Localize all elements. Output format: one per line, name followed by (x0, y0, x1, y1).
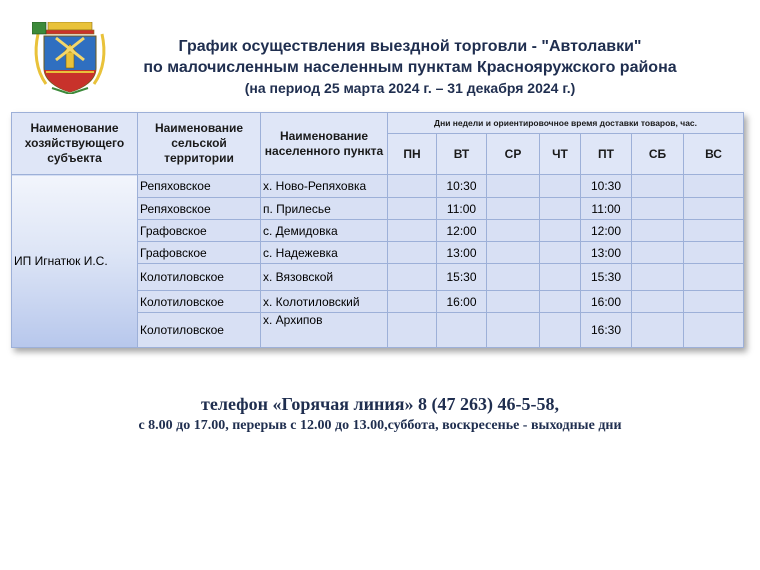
territory-cell: Колотиловское (138, 264, 261, 291)
territory-cell: Колотиловское (138, 313, 261, 348)
territory-cell: Графовское (138, 220, 261, 242)
title-period: (на период 25 марта 2024 г. – 31 декабря 2024 г.) (244, 80, 576, 96)
settlement-cell: х. Архипов (261, 313, 388, 348)
time-cell-tue (437, 313, 487, 348)
territory-cell: Репяховское (138, 198, 261, 220)
settlement-cell: х. Колотиловский (261, 291, 388, 313)
hotline-block (0, 393, 760, 437)
settlement-cell: с. Надежевка (261, 242, 388, 264)
time-cell-tue: 12:00 (437, 220, 487, 242)
time-cell-mon (388, 291, 437, 313)
header-day-fri: ПТ (581, 134, 632, 175)
time-cell-sat (632, 313, 684, 348)
time-cell-mon (388, 175, 437, 198)
header-territory: Наименование сельской территории (138, 113, 261, 175)
header-day-tue: ВТ (437, 134, 487, 175)
territory-cell: Репяховское (138, 175, 261, 198)
time-cell-thu (540, 291, 581, 313)
time-cell-sun (684, 291, 744, 313)
time-cell-tue: 15:30 (437, 264, 487, 291)
hotline-phone: телефон «Горячая линия» 8 (47 263) 46-5-58, (201, 394, 559, 414)
time-cell-thu (540, 242, 581, 264)
time-cell-sun (684, 198, 744, 220)
territory-cell: Графовское (138, 242, 261, 264)
time-cell-wed (487, 291, 540, 313)
coat-of-arms-icon (32, 22, 108, 94)
time-cell-sat (632, 220, 684, 242)
hotline-hours: с 8.00 до 17.00, перерыв с 12.00 до 13.00,суббота, воскресенье - выходные дни (138, 418, 622, 433)
time-cell-sat (632, 242, 684, 264)
page-title (100, 36, 720, 99)
time-cell-mon (388, 198, 437, 220)
time-cell-thu (540, 175, 581, 198)
entity-cell: ИП Игнатюк И.С. (12, 175, 138, 348)
time-cell-fri: 11:00 (581, 198, 632, 220)
time-cell-sun (684, 264, 744, 291)
time-cell-sat (632, 198, 684, 220)
time-cell-fri: 10:30 (581, 175, 632, 198)
settlement-cell: х. Вязовской (261, 264, 388, 291)
time-cell-mon (388, 220, 437, 242)
time-cell-wed (487, 242, 540, 264)
time-cell-wed (487, 175, 540, 198)
header-entity: Наименование хозяйствующего субъекта (12, 113, 138, 175)
header-day-sun: ВС (684, 134, 744, 175)
time-cell-tue: 11:00 (437, 198, 487, 220)
time-cell-sun (684, 313, 744, 348)
time-cell-fri: 13:00 (581, 242, 632, 264)
time-cell-tue: 16:00 (437, 291, 487, 313)
time-cell-thu (540, 313, 581, 348)
settlement-cell: х. Ново-Репяховка (261, 175, 388, 198)
time-cell-fri: 16:00 (581, 291, 632, 313)
time-cell-mon (388, 264, 437, 291)
schedule-table (11, 112, 744, 348)
time-cell-thu (540, 264, 581, 291)
time-cell-fri: 15:30 (581, 264, 632, 291)
time-cell-wed (487, 264, 540, 291)
header-day-wed: СР (487, 134, 540, 175)
territory-cell: Колотиловское (138, 291, 261, 313)
time-cell-tue: 10:30 (437, 175, 487, 198)
header-day-sat: СБ (632, 134, 684, 175)
time-cell-sat (632, 291, 684, 313)
settlement-cell: с. Демидовка (261, 220, 388, 242)
title-line-2: по малочисленным населенным пунктам Краснояружского района (143, 59, 677, 76)
time-cell-mon (388, 242, 437, 264)
time-cell-sat (632, 264, 684, 291)
time-cell-sat (632, 175, 684, 198)
header-settlement: Наименование населенного пункта (261, 113, 388, 175)
time-cell-sun (684, 242, 744, 264)
time-cell-sun (684, 220, 744, 242)
settlement-cell: п. Прилесье (261, 198, 388, 220)
time-cell-wed (487, 220, 540, 242)
time-cell-thu (540, 220, 581, 242)
title-line-1: График осуществления выездной торговли - "Автолавки" (178, 38, 642, 55)
header-day-thu: ЧТ (540, 134, 581, 175)
time-cell-fri: 12:00 (581, 220, 632, 242)
time-cell-wed (487, 313, 540, 348)
table-row (12, 175, 744, 198)
time-cell-mon (388, 313, 437, 348)
header-days-caption: Дни недели и ориентировочное время доставки товаров, час. (388, 113, 744, 134)
time-cell-sun (684, 175, 744, 198)
time-cell-fri: 16:30 (581, 313, 632, 348)
time-cell-tue: 13:00 (437, 242, 487, 264)
time-cell-thu (540, 198, 581, 220)
header-day-mon: ПН (388, 134, 437, 175)
time-cell-wed (487, 198, 540, 220)
